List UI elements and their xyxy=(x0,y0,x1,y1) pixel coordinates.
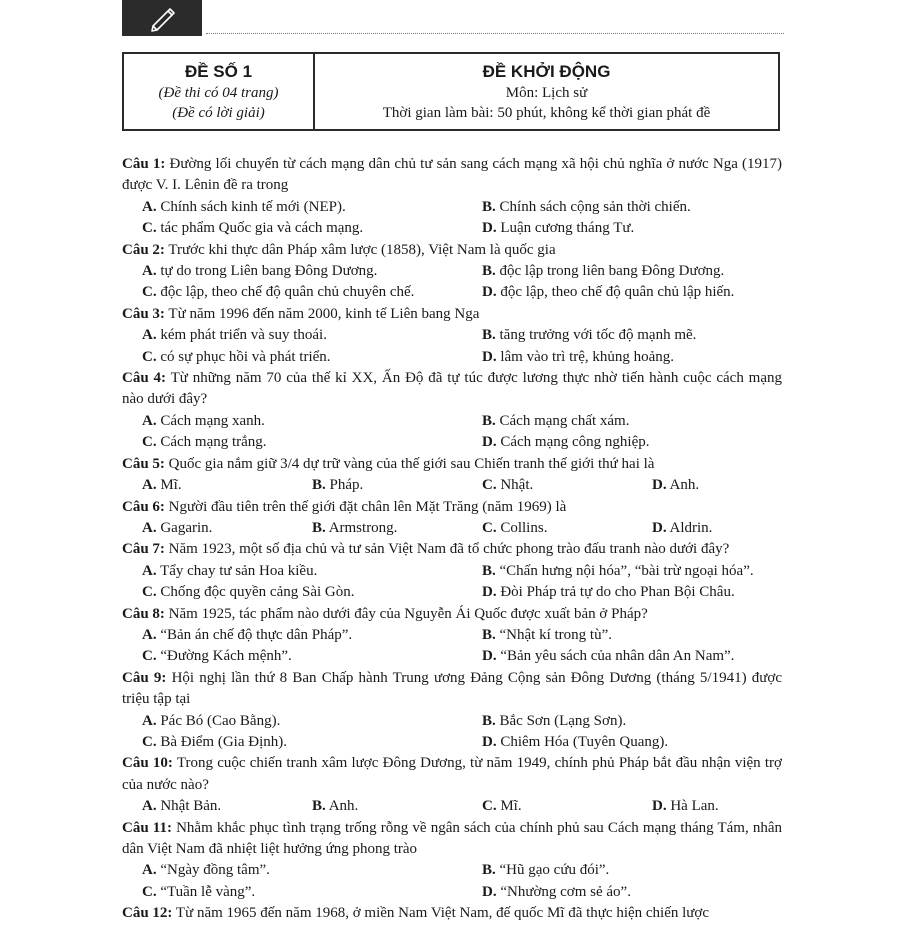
option-text: Gagarin. xyxy=(156,519,213,536)
option-letter: D. xyxy=(482,284,497,301)
option-letter: B. xyxy=(312,477,326,494)
option-text: độc lập trong liên bang Đông Dương. xyxy=(495,263,725,280)
answer-options xyxy=(122,518,782,539)
answer-option xyxy=(482,860,782,881)
answer-options xyxy=(122,325,782,368)
option-text: Anh. xyxy=(666,477,700,494)
option-text: Collins. xyxy=(496,519,548,536)
option-text: “Nhật kí trong tù”. xyxy=(495,626,612,643)
answer-option xyxy=(142,882,482,903)
option-text: Luận cương tháng Tư. xyxy=(496,220,635,237)
answer-options xyxy=(122,475,782,496)
question-10 xyxy=(122,753,782,796)
answer-option xyxy=(312,796,482,817)
option-letter: B. xyxy=(482,263,496,280)
question-label: Câu 11: xyxy=(122,819,172,836)
option-letter: C. xyxy=(482,519,497,536)
option-text: Cách mạng xanh. xyxy=(156,412,265,429)
option-text: Mĩ. xyxy=(156,477,182,494)
question-text: Năm 1925, tác phẩm nào dưới đây của Nguyễn Ái Quốc được xuất bản ở Pháp? xyxy=(164,605,648,622)
question-label: Câu 8: xyxy=(122,605,165,622)
option-letter: B. xyxy=(482,862,496,879)
option-letter: A. xyxy=(142,412,157,429)
question-text: Từ năm 1965 đến năm 1968, ở miền Nam Việt Nam, đế quốc Mĩ đã thực hiện chiến lược xyxy=(172,905,710,922)
option-text: Cách mạng trắng. xyxy=(156,434,267,451)
option-text: Chiêm Hóa (Tuyên Quang). xyxy=(496,733,669,750)
answer-option xyxy=(482,282,782,303)
option-text: Chính sách kinh tế mới (NEP). xyxy=(156,198,346,215)
option-text: tăng trưởng với tốc độ mạnh mẽ. xyxy=(495,327,697,344)
question-8 xyxy=(122,604,782,625)
exam-header-left xyxy=(124,54,315,129)
answer-options xyxy=(122,711,782,754)
option-text: Hà Lan. xyxy=(666,798,719,815)
option-text: Armstrong. xyxy=(325,519,398,536)
option-letter: B. xyxy=(482,198,496,215)
option-letter: C. xyxy=(482,798,497,815)
question-text: Trong cuộc chiến tranh xâm lược Đông Dương, từ năm 1949, chính phủ Pháp bắt đầu nhận viện trợ của nước nào? xyxy=(122,755,782,793)
answer-option xyxy=(142,218,482,239)
answer-option xyxy=(142,411,482,432)
answer-options xyxy=(122,796,782,817)
question-7 xyxy=(122,539,782,560)
option-text: Cách mạng chất xám. xyxy=(495,412,630,429)
question-text: Từ những năm 70 của thế kỉ XX, Ấn Độ đã tự túc được lương thực nhờ tiến hành cuộc cách mạng nào dưới đây? xyxy=(122,370,783,408)
question-3 xyxy=(122,304,782,325)
answer-option xyxy=(142,732,482,753)
option-letter: D. xyxy=(482,220,497,237)
header-tab xyxy=(122,0,202,36)
answer-option xyxy=(482,732,782,753)
question-label: Câu 10: xyxy=(122,755,173,772)
option-letter: C. xyxy=(142,584,157,601)
option-letter: B. xyxy=(312,798,326,815)
option-letter: A. xyxy=(142,862,157,879)
answer-option xyxy=(142,432,482,453)
option-text: độc lập, theo chế độ quân chủ chuyên chế. xyxy=(156,284,415,301)
option-text: “Hũ gạo cứu đói”. xyxy=(495,862,610,879)
option-text: Bắc Sơn (Lạng Sơn). xyxy=(495,712,627,729)
option-text: “Ngày đồng tâm”. xyxy=(156,862,270,879)
header-dotted-rule xyxy=(206,33,784,34)
question-6 xyxy=(122,497,782,518)
exam-header xyxy=(122,52,780,131)
option-letter: C. xyxy=(482,477,497,494)
option-text: độc lập, theo chế độ quân chủ lập hiến. xyxy=(496,284,735,301)
answer-option xyxy=(482,411,782,432)
question-label: Câu 7: xyxy=(122,541,165,558)
answer-option xyxy=(482,325,782,346)
answer-options xyxy=(122,625,782,668)
answer-option xyxy=(482,347,782,368)
question-label: Câu 6: xyxy=(122,498,165,515)
option-letter: B. xyxy=(482,562,496,579)
option-text: tác phẩm Quốc gia và cách mạng. xyxy=(156,220,364,237)
question-label: Câu 9: xyxy=(122,669,167,686)
option-text: “Đường Kách mệnh”. xyxy=(156,648,292,665)
question-text: Quốc gia nắm giữ 3/4 dự trữ vàng của thế giới sau Chiến tranh thế giới thứ hai là xyxy=(164,455,655,472)
option-letter: C. xyxy=(142,348,157,365)
option-text: Anh. xyxy=(325,798,359,815)
option-letter: A. xyxy=(142,562,157,579)
option-text: “Chấn hưng nội hóa”, “bài trừ ngoại hóa”. xyxy=(495,562,754,579)
option-text: “Nhường cơm sẻ áo”. xyxy=(496,883,631,900)
option-letter: A. xyxy=(142,477,157,494)
answer-option xyxy=(142,518,312,539)
answer-option xyxy=(652,796,782,817)
answer-options xyxy=(122,561,782,604)
answer-option xyxy=(482,261,782,282)
answer-option xyxy=(142,711,482,732)
question-2 xyxy=(122,240,782,261)
answer-option xyxy=(142,261,482,282)
answer-option xyxy=(142,197,482,218)
question-list xyxy=(122,154,782,925)
option-letter: A. xyxy=(142,712,157,729)
answer-option xyxy=(142,646,482,667)
option-letter: D. xyxy=(652,477,667,494)
exam-title: ĐỀ KHỞI ĐỘNG xyxy=(482,61,611,81)
question-label: Câu 4: xyxy=(122,370,167,387)
option-text: “Bản yêu sách của nhân dân An Nam”. xyxy=(496,648,735,665)
question-label: Câu 12: xyxy=(122,905,173,922)
answer-option xyxy=(482,796,652,817)
answer-option xyxy=(142,561,482,582)
answer-option xyxy=(482,518,652,539)
option-letter: C. xyxy=(142,284,157,301)
answer-option xyxy=(482,711,782,732)
option-letter: D. xyxy=(482,434,497,451)
answer-option xyxy=(142,475,312,496)
option-letter: D. xyxy=(482,648,497,665)
option-text: Chính sách cộng sản thời chiến. xyxy=(495,198,691,215)
answer-option xyxy=(482,561,782,582)
question-5 xyxy=(122,454,782,475)
page-count-note: (Đề thi có 04 trang) xyxy=(158,84,279,101)
option-letter: D. xyxy=(652,798,667,815)
answer-option xyxy=(142,325,482,346)
option-letter: D. xyxy=(482,733,497,750)
question-text: Hội nghị lần thứ 8 Ban Chấp hành Trung ương Đảng Cộng sản Đông Dương (tháng 5/1941) được triệu tập tại xyxy=(122,669,782,708)
answer-option xyxy=(142,582,482,603)
option-letter: C. xyxy=(142,733,157,750)
pencil-icon xyxy=(144,3,180,33)
question-text: Người đầu tiên trên thế giới đặt chân lên Mặt Trăng (năm 1969) là xyxy=(164,498,567,515)
question-9 xyxy=(122,668,782,711)
exam-header-right xyxy=(315,54,778,129)
answer-option xyxy=(142,860,482,881)
option-letter: A. xyxy=(142,198,157,215)
option-letter: D. xyxy=(482,584,497,601)
answer-option xyxy=(652,475,782,496)
option-text: “Tuần lễ vàng”. xyxy=(156,883,256,900)
option-letter: C. xyxy=(142,220,157,237)
option-letter: A. xyxy=(142,626,157,643)
option-text: tự do trong Liên bang Đông Dương. xyxy=(156,263,378,280)
question-text: Từ năm 1996 đến năm 2000, kinh tế Liên bang Nga xyxy=(164,305,480,322)
option-letter: B. xyxy=(312,519,326,536)
question-4 xyxy=(122,368,782,411)
option-letter: A. xyxy=(142,798,157,815)
answer-option xyxy=(482,197,782,218)
option-text: Nhật Bản. xyxy=(156,798,222,815)
answer-option xyxy=(482,218,782,239)
option-text: Pác Bó (Cao Bằng). xyxy=(156,712,281,729)
option-letter: D. xyxy=(482,883,497,900)
answer-option xyxy=(482,582,782,603)
option-text: kém phát triển và suy thoái. xyxy=(156,327,327,344)
option-text: lâm vào trì trệ, khủng hoảng. xyxy=(496,348,675,365)
answer-options xyxy=(122,197,782,240)
question-text: Đường lối chuyển từ cách mạng dân chủ tư sản sang cách mạng xã hội chủ nghĩa ở nước Nga (1917) được V. I. Lênin đề ra trong xyxy=(122,156,783,194)
option-letter: C. xyxy=(142,883,157,900)
option-text: Cách mạng công nghiệp. xyxy=(496,434,650,451)
option-text: có sự phục hồi và phát triển. xyxy=(156,348,331,365)
option-text: “Bản án chế độ thực dân Pháp”. xyxy=(156,626,353,643)
exam-number: ĐỀ SỐ 1 xyxy=(184,61,253,81)
question-text: Năm 1923, một số địa chủ và tư sản Việt Nam đã tổ chức phong trào đấu tranh nào dưới đây? xyxy=(164,541,730,558)
answer-options xyxy=(122,411,782,454)
exam-subject: Môn: Lịch sử xyxy=(505,84,588,101)
answer-option xyxy=(142,347,482,368)
option-text: Chống độc quyền cảng Sài Gòn. xyxy=(156,584,355,601)
answer-option xyxy=(142,625,482,646)
answer-option xyxy=(482,475,652,496)
answer-option xyxy=(312,518,482,539)
question-text: Nhằm khắc phục tình trạng trống rỗng về ngân sách của chính phủ sau Cách mạng tháng Tám, nhân dân Việt Nam đã nhiệt liệt hưởng ứng phong trào xyxy=(122,819,782,857)
option-letter: A. xyxy=(142,519,157,536)
option-letter: A. xyxy=(142,263,157,280)
option-letter: B. xyxy=(482,327,496,344)
option-letter: C. xyxy=(142,648,157,665)
question-text: Trước khi thực dân Pháp xâm lược (1858), Việt Nam là quốc gia xyxy=(164,241,556,258)
answer-option xyxy=(482,625,782,646)
option-text: Mĩ. xyxy=(496,798,522,815)
option-letter: C. xyxy=(142,434,157,451)
answer-options xyxy=(122,261,782,304)
solution-note: (Đề có lời giải) xyxy=(172,104,265,121)
question-label: Câu 1: xyxy=(122,156,166,172)
option-letter: D. xyxy=(482,348,497,365)
answer-option xyxy=(142,796,312,817)
option-text: Aldrin. xyxy=(666,519,713,536)
question-label: Câu 5: xyxy=(122,455,165,472)
option-letter: B. xyxy=(482,626,496,643)
question-label: Câu 2: xyxy=(122,241,165,258)
answer-option xyxy=(482,646,782,667)
option-text: Đòi Pháp trả tự do cho Phan Bội Châu. xyxy=(496,584,735,601)
option-text: Nhật. xyxy=(496,477,534,494)
answer-option xyxy=(142,282,482,303)
answer-option xyxy=(652,518,782,539)
question-label: Câu 3: xyxy=(122,305,165,322)
option-text: Tẩy chay tư sản Hoa kiều. xyxy=(156,562,318,579)
option-letter: B. xyxy=(482,712,496,729)
option-letter: B. xyxy=(482,412,496,429)
option-text: Bà Điểm (Gia Định). xyxy=(156,733,287,750)
answer-option xyxy=(312,475,482,496)
option-letter: D. xyxy=(652,519,667,536)
option-text: Pháp. xyxy=(325,477,364,494)
answer-option xyxy=(482,882,782,903)
answer-options xyxy=(122,860,782,903)
option-letter: A. xyxy=(142,327,157,344)
exam-time: Thời gian làm bài: 50 phút, không kể thời gian phát đề xyxy=(382,104,711,121)
question-11 xyxy=(122,818,782,861)
question-1 xyxy=(122,154,782,197)
answer-option xyxy=(482,432,782,453)
